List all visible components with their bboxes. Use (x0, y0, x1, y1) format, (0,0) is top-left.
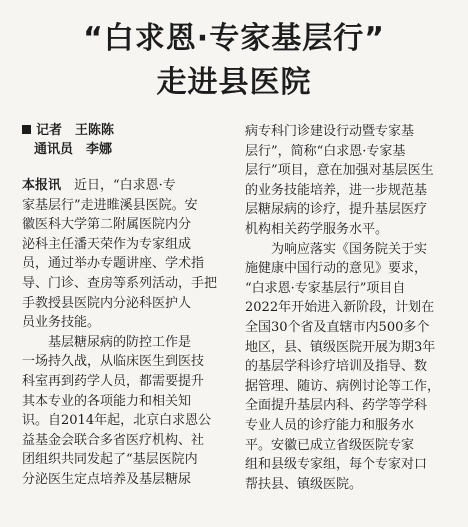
text-line: 员，通过举办专题讲座、学术指 (22, 256, 205, 272)
text-line: 团组织共同发起了“基层医院内 (22, 452, 198, 468)
text-line: 家基层行”走进睢溪县医院。安 (22, 197, 198, 213)
text-line: 基层糖尿病的防控工作是 (22, 334, 192, 350)
text-line: 专业人员的诊疗能力和服务水 (245, 417, 415, 433)
reporter-name: 记者 王陈陈 (36, 123, 115, 138)
text-line: 一场持久战，从临床医生到医技 (22, 354, 205, 370)
text-line: 帮扶县、镇级医院。 (245, 476, 363, 492)
text-line: 手教授县医院内分泌科医护人 (22, 295, 192, 311)
text-line: 组和县级专家组，每个专家对口 (245, 457, 428, 473)
text-line: 施健康中国行动的意见》要求， (245, 261, 428, 277)
article-column-left (22, 176, 235, 490)
text-line: 层糖尿病的诊疗，提升基层医疗 (245, 202, 428, 218)
text-line: 识。自2014年起，北京白求恩公 (22, 413, 212, 429)
text-line: 据管理、随访、病例讨论等工作， (245, 378, 441, 394)
headline-line-1: “白求恩·专家基层行” (83, 21, 385, 56)
text-line: 的基层学科诊疗培训及指导、数 (245, 359, 428, 375)
text-line: 其本专业的各项能力和相关知 (22, 393, 192, 409)
text-line: 地区，县、镇级医院开展为期3年 (245, 339, 436, 355)
text-line: 病专科门诊建设行动暨专家基 (245, 124, 415, 139)
text-line: 平。安徽已成立省级医院专家 (245, 437, 415, 453)
text-line: 导、门诊、查房等系列活动，手把 (22, 275, 218, 291)
text-line: “白求恩·专家基层行”项目自 (245, 280, 406, 296)
byline-reporter (22, 122, 232, 140)
text-line: 为响应落实《国务院关于实 (245, 241, 428, 257)
text-line: 2022年开始进入新阶段，计划在 (245, 300, 435, 316)
text-line: 分泌医生定点培养及基层糖尿 (22, 471, 192, 487)
text-line: 层行”，简称“白求恩·专家基 (245, 143, 406, 159)
text-line: 全国30个省及直辖市内500多个 (245, 319, 430, 335)
text-line: 层行”项目，意在加强对基层医生 (245, 163, 434, 179)
text-line: 泌科主任潘天荣作为专家组成 (22, 236, 192, 252)
text-line: 全面提升基层内科、药学等学科 (245, 398, 428, 414)
text-line: 的业务技能培养，进一步规范基 (245, 182, 428, 198)
text-line: 益基金会联合多省医疗机构、社 (22, 432, 205, 448)
dateline-tag: 本报讯 (22, 178, 62, 193)
text-line: 员业务技能。 (22, 315, 101, 331)
text-line: 机构相关药学服务水平。 (245, 221, 389, 237)
headline-line-2: 走进县医院 (156, 65, 312, 100)
text-line: 本报讯 近日，“白求恩·专 (22, 178, 176, 193)
bullet-square-icon (22, 125, 31, 134)
article-column-right (245, 122, 458, 494)
text-line: 科室再到药学人员，都需要提升 (22, 373, 205, 389)
text-line: 徽医科大学第二附属医院内分 (22, 217, 192, 233)
byline-correspondent: 通讯员 李娜 (34, 142, 113, 157)
